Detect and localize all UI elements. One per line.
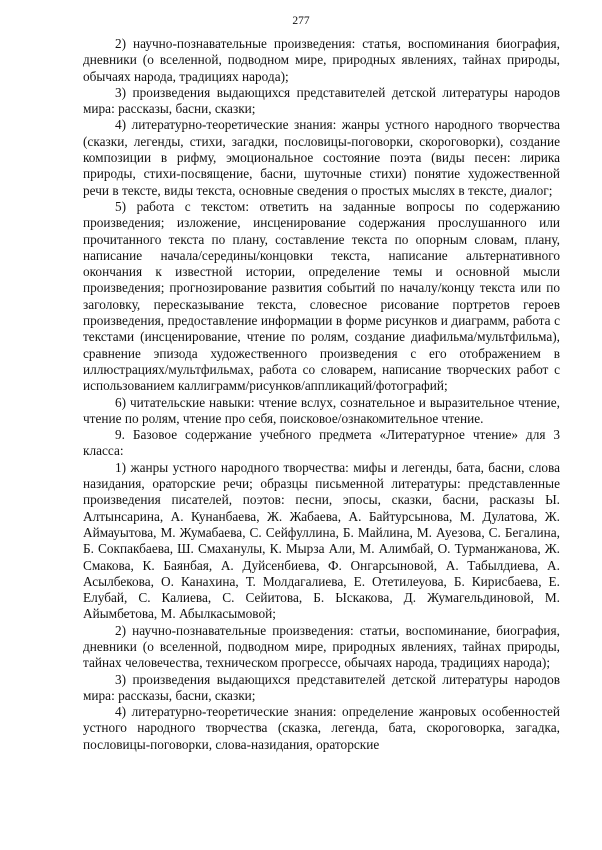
document-body [83,36,560,753]
paragraph-4-literary-theory-grade2: 4) литературно-теоретические знания: жанры устного народного творчества (сказки, легенды, стихи, загадки, пословицы-поговорки, скороговорки), создание композиции в рифму, эмоциональное состояние поэта (виды песен: лирика природы, стихи-посвящение, басни, шуточные стихи) понятие художественной речи в тексте, виды текста, основные сведения о простых мыслях в тексте, диалог; [83,117,560,198]
page-number: 277 [292,15,310,27]
paragraph-3-childrens-literature-grade3: 3) произведения выдающихся представителей детской литературы народов мира: рассказы, басни, сказки; [83,671,560,703]
paragraph-1-folk-genres-grade3: 1) жанры устного народного творчества: мифы и легенды, бата, басни, слова назидания, ораторские речи; образцы письменной литературы: представленные произведения писателей, поэтов: песни, эпосы, сказки, басни, расказы Ы. Алтынсарина, А. Кунанбаева, Ж. Жабаева, А. Байтурсынова, М. Дулатова, Ж. Аймауытова, М. Жумабаева, С. Сейфуллина, Б. Майлина, М. Ауезова, С. Бегалина, Б. Сокпакбаева, Ш. Смаханулы, К. Мырза Али, М. Алимбай, О. Турманжанова, Ж. Смакова, К. Баянбая, А. Дуйсенбиева, Ф. Онгарсыновой, А. Табылдиева, А. Асылбекова, О. Канахина, Т. Молдагалиева, Е. Отетилеуова, Б. Кирисбаева, Е. Елубай, С. Калиева, С. Сейитова, Б. Ыскакова, Д. Жумагельдиновой, М. Айымбетова, М. Абылкасымовой; [83,459,560,622]
paragraph-4-literary-theory-grade3: 4) литературно-теоретические знания: определение жанровых особенностей устного народного творчества (сказка, легенда, бата, скороговорка, загадка, пословицы-поговорки, слова-назидания, ораторские [83,704,560,752]
section-heading-grade3: 9. Базовое содержание учебного предмета «Литературное чтение» для 3 класса: [83,427,560,459]
paragraph-3-childrens-literature-grade2: 3) произведения выдающихся представителей детской литературы народов мира: рассказы, басни, сказки; [83,84,560,117]
paragraph-6-reading-skills-grade2: 6) читательские навыки: чтение вслух, сознательное и выразительное чтение, чтение по ролям, чтение про себя, поисковое/ознакомительное чтение. [83,394,560,426]
paragraph-2-scientific-works-grade2: 2) научно-познавательные произведения: статья, воспоминания биография, дневники (о вселенной, подводном мире, природных явлениях, тайнах природы, обычаях народа, традициях народа); [83,36,560,84]
paragraph-5-text-work-grade2: 5) работа с текстом: ответить на заданные вопросы по содержанию произведения; изложение, инсценирование содержания прослушанного или прочитанного текста по плану, составление текста по опорным словам, плану, написание начала/середины/концовки текста, написание альтернативного окончания к известной истории, определение темы и основной мысли произведения; прогнозирование развития событий по началу/концу текста или по заголовку, пересказывание текста, словесное рисование портретов героев произведения, предоставление информации в форме рисунков и диаграмм, работа с текстами (инсценирование, чтение по ролям, создание диафильма/мультфильма), сравнение эпизода художественного произведения с его отображением в иллюстрациях/мультфильмах, работа со словарем, написание творческих работ с использованием каллиграмм/рисунков/аппликаций/фотографий; [83,198,560,394]
paragraph-2-scientific-works-grade3: 2) научно-познавательные произведения: статьи, воспоминание, биография, дневники (о вселенной, подводном мире, природных явлениях, тайнах природы, тайнах человечества, техническом прогрессе, обычаях народа, традициях народа); [83,622,560,671]
